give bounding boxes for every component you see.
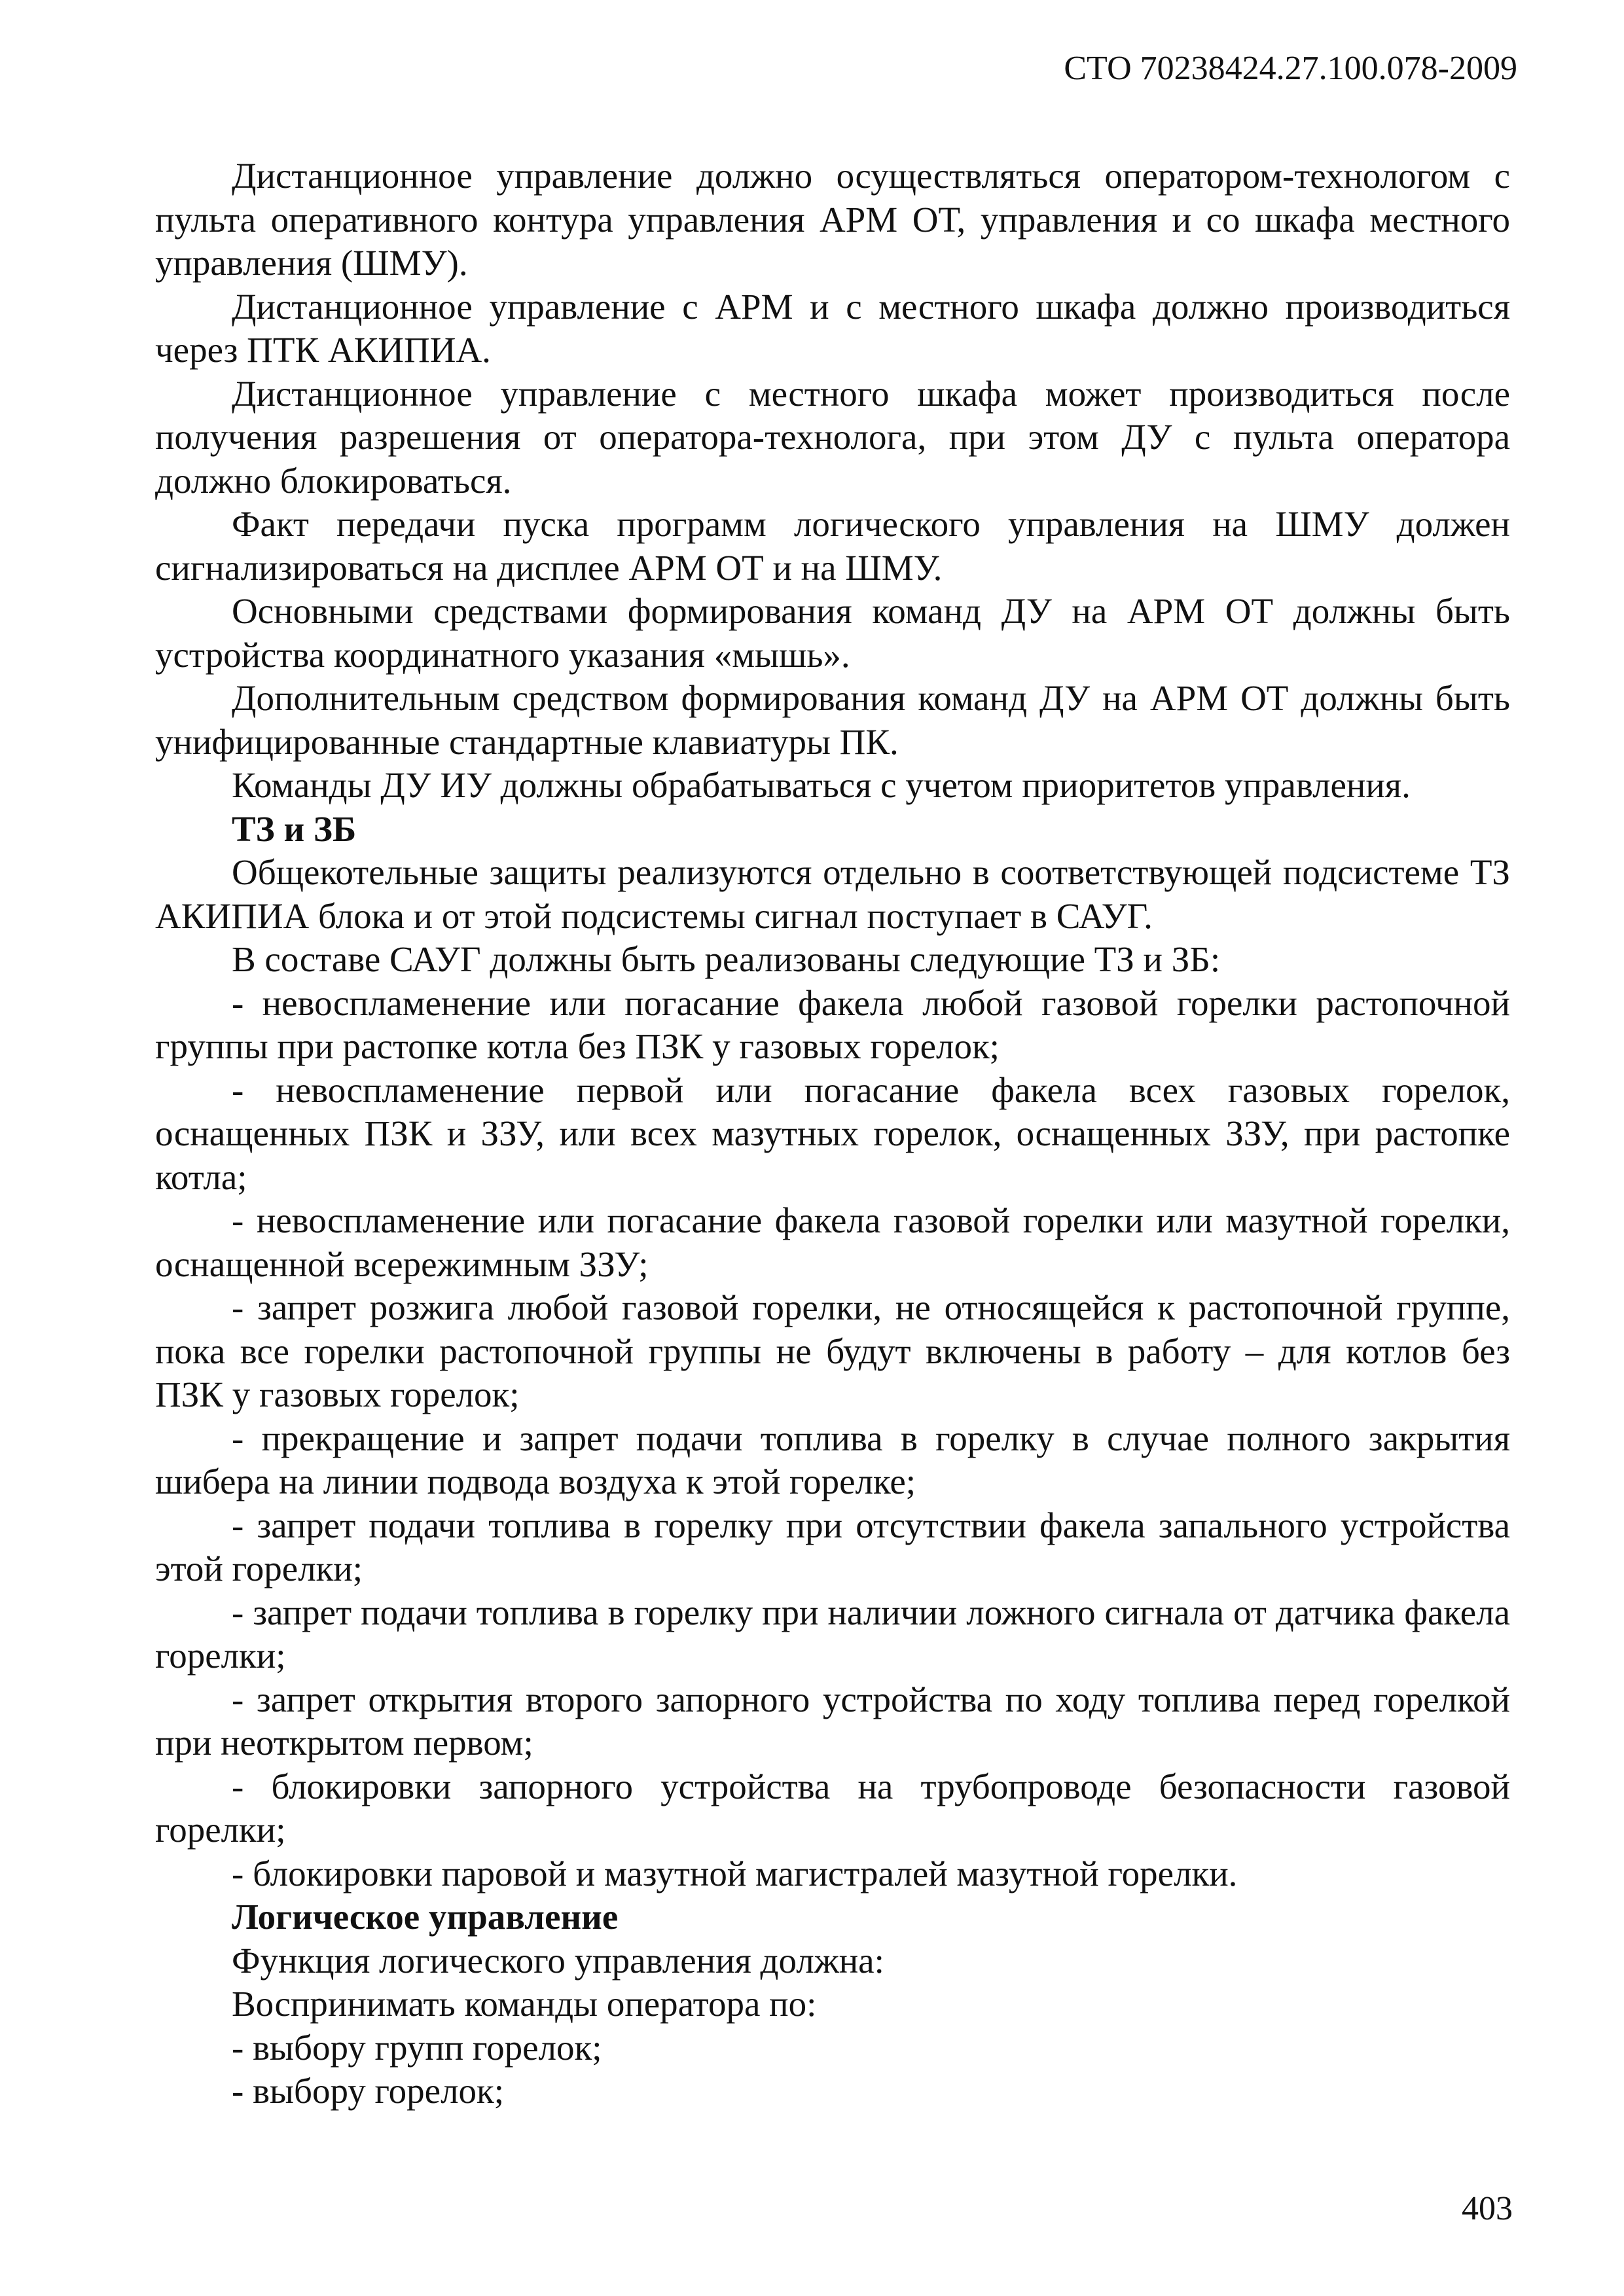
- list-item: - невоспламенение первой или погасание факела всех газовых горелок, оснащенных ПЗК и ЗЗУ, или всех мазутных горелок, оснащенных ЗЗУ, при растопке котла;: [155, 1069, 1510, 1197]
- list-item: - запрет розжига любой газовой горелки, не относящейся к растопочной группе, пока все горелки растопочной группы не будут включены в работу – для котлов без ПЗК у газовых горелок;: [155, 1287, 1510, 1414]
- section-heading: Логическое управление: [232, 1897, 619, 1937]
- list-item: - выбору групп горелок;: [232, 2027, 602, 2068]
- paragraph: Основными средствами формирования команд ДУ на АРМ ОТ должны быть устройства координатного указания «мышь».: [155, 591, 1510, 675]
- list-item: - прекращение и запрет подачи топлива в горелку в случае полного закрытия шибера на линии подвода воздуха к этой горелке;: [155, 1418, 1510, 1501]
- document-body: [155, 154, 1510, 2113]
- list-item: - блокировки запорного устройства на трубопроводе безопасности газовой горелки;: [155, 1766, 1510, 1850]
- paragraph: Дистанционное управление с АРМ и с местного шкафа должно производиться через ПТК АКИПИА.: [155, 286, 1510, 370]
- paragraph: В составе САУГ должны быть реализованы следующие ТЗ и ЗБ:: [232, 939, 1221, 979]
- list-item: - невоспламенение или погасание факела газовой горелки или мазутной горелки, оснащенной всережимным ЗЗУ;: [155, 1200, 1510, 1284]
- paragraph: Дистанционное управление должно осуществляться оператором-технологом с пульта оперативного контура управления АРМ ОТ, управления и со шкафа местного управления (ШМУ).: [155, 156, 1510, 283]
- list-item: - запрет подачи топлива в горелку при наличии ложного сигнала от датчика факела горелки;: [155, 1592, 1510, 1676]
- list-item: - выбору горелок;: [232, 2071, 505, 2111]
- list-item: - блокировки паровой и мазутной магистралей мазутной горелки.: [232, 1853, 1238, 1893]
- section-heading: ТЗ и ЗБ: [232, 808, 357, 849]
- paragraph: Дистанционное управление с местного шкафа может производиться после получения разрешения от оператора-технолога, при этом ДУ с пульта оператора должно блокироваться.: [155, 373, 1510, 501]
- paragraph: Общекотельные защиты реализуются отдельно в соответствующей подсистеме ТЗ АКИПИА блока и от этой подсистемы сигнал поступает в САУГ.: [155, 852, 1510, 936]
- page-number: 403: [1462, 2190, 1513, 2227]
- list-item: - запрет открытия второго запорного устройства по ходу топлива перед горелкой при неоткрытом первом;: [155, 1679, 1510, 1763]
- list-item: - невоспламенение или погасание факела любой газовой горелки растопочной группы при растопке котла без ПЗК у газовых горелок;: [155, 982, 1510, 1066]
- paragraph: Воспринимать команды оператора по:: [232, 1984, 817, 2024]
- document-code: СТО 70238424.27.100.078-2009: [1064, 50, 1517, 87]
- list-item: - запрет подачи топлива в горелку при отсутствии факела запального устройства этой горелки;: [155, 1505, 1510, 1588]
- paragraph: Факт передачи пуска программ логического управления на ШМУ должен сигнализироваться на дисплее АРМ ОТ и на ШМУ.: [155, 504, 1510, 588]
- paragraph: Дополнительным средством формирования команд ДУ на АРМ ОТ должны быть унифицированные стандартные клавиатуры ПК.: [155, 678, 1510, 762]
- paragraph: Функция логического управления должна:: [232, 1940, 884, 1981]
- paragraph: Команды ДУ ИУ должны обрабатываться с учетом приоритетов управления.: [232, 765, 1411, 805]
